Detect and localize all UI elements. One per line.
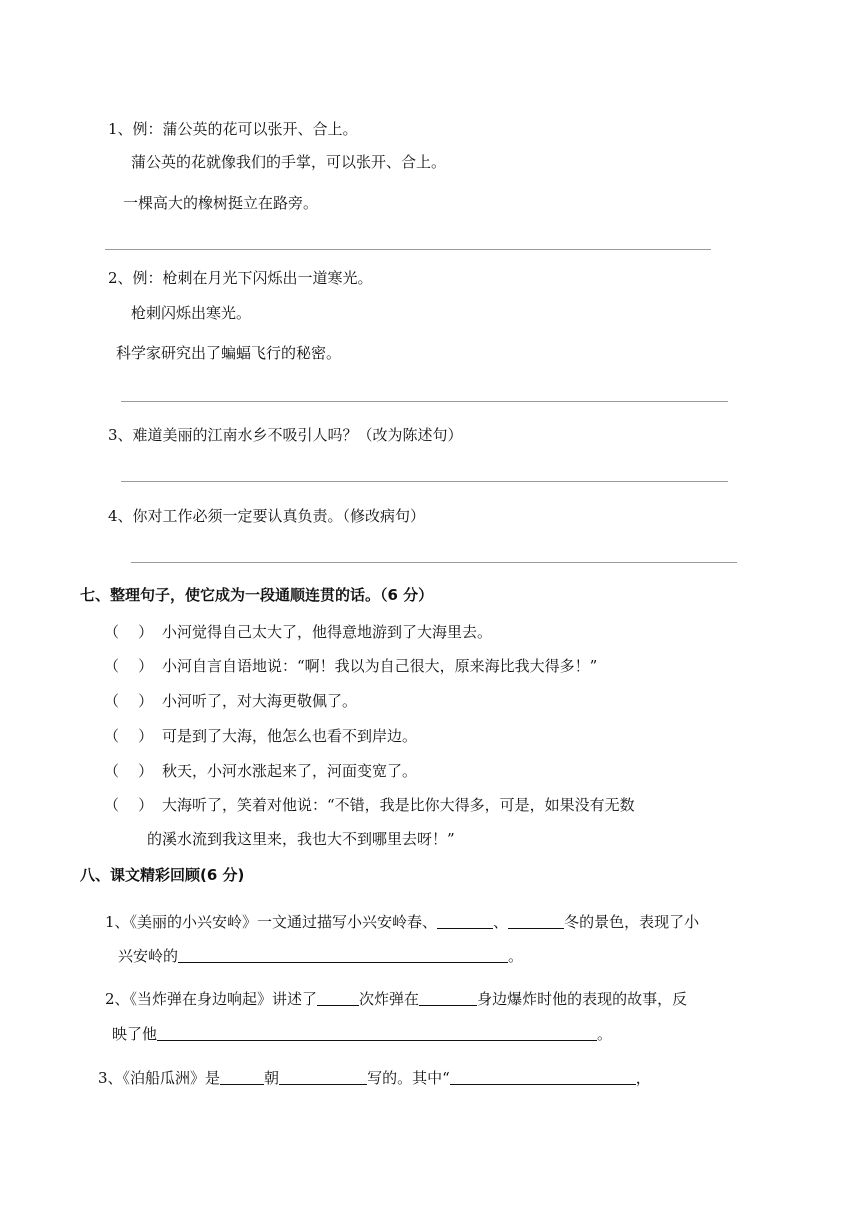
sentence-text: 秋天，小河水涨起来了，河面变宽了。 — [162, 762, 418, 780]
q6-item1-prompt: 1、例：蒲公英的花可以张开、合上。 — [108, 120, 358, 138]
answer-blank[interactable] — [419, 989, 477, 1006]
sentence-text: 可是到了大海，他怎么也看不到岸边。 — [162, 727, 418, 745]
list-item — [104, 726, 417, 746]
q6-item2-example: 枪刺闪烁出寒光。 — [131, 304, 252, 322]
q6-item1-task: 一棵高大的橡树挺立在路旁。 — [123, 194, 319, 212]
order-blank[interactable]: （ ） — [104, 657, 154, 675]
answer-blank[interactable] — [450, 1068, 636, 1085]
section7-heading: 七、整理句子，使它成为一段通顺连贯的话。（6 分） — [80, 586, 434, 604]
section8-q3-line1: 3、《泊船瓜洲》是 朝 写的。其中“ ， — [98, 1069, 651, 1087]
q6-item4-answer-line[interactable] — [131, 562, 737, 563]
answer-blank[interactable] — [157, 1024, 597, 1041]
q6-item3-prompt: 3、难道美丽的江南水乡不吸引人吗？（改为陈述句） — [108, 426, 463, 444]
answer-blank[interactable] — [317, 989, 359, 1006]
list-item — [104, 795, 635, 815]
order-blank[interactable]: （ ） — [104, 623, 154, 641]
list-item — [104, 622, 492, 642]
section8-q2-line1: 2、《当炸弹在身边响起》讲述了 次炸弹在 身边爆炸时他的表现的故事，反 — [105, 990, 688, 1008]
sentence-text: 大海听了，笑着对他说：“不错，我是比你大得多，可是，如果没有无数 — [162, 796, 635, 814]
list-item — [104, 761, 417, 781]
answer-blank[interactable] — [279, 1068, 367, 1085]
q6-item4-prompt: 4、你对工作必须一定要认真负责。（修改病句） — [108, 507, 426, 525]
q6-item3-answer-line[interactable] — [121, 481, 728, 482]
q6-item2-task: 科学家研究出了蝙蝠飞行的秘密。 — [116, 344, 342, 362]
section8-q2-line2: 映了他 。 — [112, 1025, 613, 1043]
section8-q1-line2: 兴安岭的 。 — [118, 947, 524, 965]
answer-blank[interactable] — [508, 912, 564, 929]
answer-blank[interactable] — [220, 1068, 264, 1085]
answer-blank[interactable] — [437, 912, 493, 929]
sentence-text: 小河听了，对大海更敬佩了。 — [162, 692, 358, 710]
order-blank[interactable]: （ ） — [104, 796, 154, 814]
sentence-text: 小河觉得自己太大了，他得意地游到了大海里去。 — [162, 623, 493, 641]
order-blank[interactable]: （ ） — [104, 762, 154, 780]
order-blank[interactable]: （ ） — [104, 692, 154, 710]
q6-item1-answer-line[interactable] — [105, 249, 711, 250]
list-item — [104, 691, 357, 711]
order-blank[interactable]: （ ） — [104, 727, 154, 745]
sentence-text: 小河自言自语地说：“啊！我以为自己很大，原来海比我大得多！” — [162, 657, 598, 675]
section8-heading: 八、课文精彩回顾(6 分) — [80, 866, 245, 884]
section8-q1-line1: 1、《美丽的小兴安岭》一文通过描写小兴安岭春、 、 冬的景色，表现了小 — [105, 913, 700, 931]
answer-blank[interactable] — [178, 946, 508, 963]
q6-item2-prompt: 2、例：枪刺在月光下闪烁出一道寒光。 — [108, 269, 373, 287]
q6-item2-answer-line[interactable] — [121, 401, 728, 402]
sentence-continuation: 的溪水流到我这里来，我也大不到哪里去呀！” — [147, 830, 455, 848]
q6-item1-example: 蒲公英的花就像我们的手掌，可以张开、合上。 — [131, 153, 447, 171]
list-item — [104, 656, 597, 676]
